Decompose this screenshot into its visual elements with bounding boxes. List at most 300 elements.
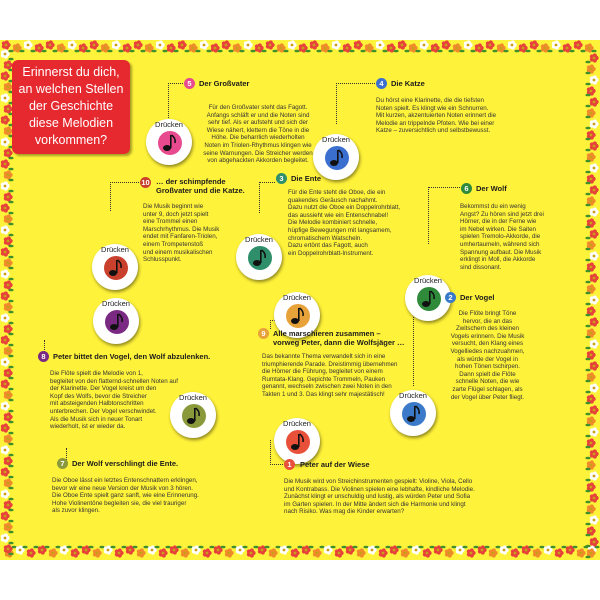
flower-petal (530, 44, 534, 48)
leaf (308, 546, 313, 549)
description-line: Als die Musik sich in neuer Tonart (50, 415, 143, 423)
flower-petal (288, 41, 292, 45)
flower-petal (590, 475, 594, 479)
leaf (30, 50, 35, 53)
flower-petal (7, 153, 11, 157)
flower-petal (587, 464, 591, 468)
flower-petal (4, 450, 8, 454)
flower-petal (4, 281, 8, 285)
flower-petal (173, 550, 177, 554)
flower-petal (4, 181, 8, 185)
flower-petal (590, 189, 594, 193)
flower-petal (533, 549, 537, 553)
leaf (585, 369, 590, 372)
flower-petal (4, 394, 8, 398)
flower-petal (587, 68, 591, 72)
flower-center (7, 218, 10, 221)
flower-petal (590, 86, 594, 90)
flower-petal (595, 540, 599, 544)
play-button-track-8[interactable] (93, 298, 139, 344)
flower-petal (4, 347, 8, 351)
flower-petal (112, 41, 116, 45)
leaf (8, 179, 13, 182)
flower-petal (219, 548, 223, 552)
flower-petal (203, 45, 207, 49)
leaf (261, 50, 266, 53)
flower-petal (439, 548, 443, 552)
flower-petal (592, 375, 596, 379)
flower-petal (558, 553, 562, 557)
flower-petal (9, 283, 13, 287)
flower-petal (371, 545, 375, 549)
flower-petal (459, 545, 463, 549)
flower-center (593, 145, 596, 148)
flower-petal (593, 537, 597, 541)
flower-petal (590, 245, 594, 249)
flower-center (489, 44, 492, 47)
flower-petal (1, 248, 5, 252)
flower-petal (266, 41, 270, 45)
flower-petal (467, 40, 471, 44)
flower-petal (595, 78, 599, 82)
flower-petal (272, 553, 276, 557)
flower-petal (579, 43, 583, 47)
flower-petal (590, 130, 594, 134)
flower-petal (437, 545, 441, 549)
flower-petal (587, 508, 591, 512)
flower-petal (172, 46, 176, 50)
flower-petal (593, 300, 597, 304)
flower-petal (43, 548, 47, 552)
play-button-track-3[interactable] (236, 234, 282, 280)
flower-center (593, 277, 596, 280)
flower-petal (9, 437, 13, 441)
flower-petal (7, 329, 11, 333)
flower-petal (593, 344, 597, 348)
flower-petal (4, 296, 8, 300)
flower-petal (590, 252, 594, 256)
flower-petal (277, 47, 281, 51)
flower-petal (544, 546, 548, 550)
flower-petal (181, 40, 185, 44)
flower-petal (296, 551, 300, 555)
flower-center (590, 420, 593, 423)
flower-petal (4, 98, 8, 102)
flower-petal (368, 546, 372, 550)
leaf (594, 546, 599, 549)
flower-petal (184, 553, 188, 557)
flower-center (437, 549, 440, 552)
leaf (585, 347, 590, 350)
leaf (8, 300, 13, 303)
flower-center (593, 321, 596, 324)
flower-petal (93, 40, 97, 44)
flower-petal (1, 534, 5, 538)
description-line: zarte Flügel schlagen, als (452, 385, 523, 393)
flower-petal (16, 549, 20, 553)
flower-petal (206, 548, 210, 552)
flower-petal (263, 548, 267, 552)
flower-petal (6, 492, 10, 496)
flower-petal (96, 548, 100, 552)
flower-petal (587, 87, 591, 91)
leaf (8, 487, 13, 490)
track-title (156, 177, 246, 195)
flower-petal (197, 548, 201, 552)
flower-center (448, 552, 451, 555)
flower-petal (393, 545, 397, 549)
leaf (591, 50, 596, 53)
leaf (99, 546, 104, 549)
flower-petal (390, 43, 394, 47)
flower-petal (79, 44, 83, 48)
leaf (8, 311, 13, 314)
flower-petal (593, 212, 597, 216)
flower-petal (1, 97, 5, 101)
flower-petal (453, 47, 457, 51)
flower-petal (327, 545, 331, 549)
flower-center (4, 229, 7, 232)
flower-petal (186, 551, 190, 555)
flower-petal (7, 373, 11, 377)
flower-center (5, 44, 8, 47)
flower-center (7, 416, 10, 419)
flower-petal (360, 548, 364, 552)
flower-petal (162, 548, 166, 552)
flower-petal (1, 226, 5, 230)
flower-petal (593, 317, 597, 321)
leaf (585, 512, 590, 515)
leaf (44, 546, 49, 549)
flower-petal (104, 48, 108, 52)
flower-petal (4, 494, 8, 498)
flower-petal (590, 362, 594, 366)
description-line: spielen Tremolo-Akkorde, die (460, 233, 541, 241)
flower-center (590, 398, 593, 401)
flower-petal (489, 549, 493, 553)
flower-petal (478, 48, 482, 52)
flower-petal (423, 45, 427, 49)
flower-petal (519, 44, 523, 48)
flower-petal (472, 551, 476, 555)
flower-petal (4, 516, 8, 520)
flower-petal (272, 548, 276, 552)
leaf (96, 50, 101, 53)
track-number-badge: 1 (284, 459, 295, 470)
leaf (220, 546, 225, 549)
flower-petal (593, 168, 597, 172)
flower-petal (316, 553, 320, 557)
flower-petal (258, 43, 262, 47)
flower-petal (293, 43, 297, 47)
flower-petal (1, 468, 5, 472)
flower-petal (41, 550, 45, 554)
flower-petal (214, 549, 218, 553)
leaf (585, 424, 590, 427)
flower-petal (595, 100, 599, 104)
flower-petal (96, 553, 100, 557)
flower-petal (261, 545, 265, 549)
flower-petal (291, 549, 295, 553)
flower-petal (494, 551, 498, 555)
flower-petal (592, 419, 596, 423)
flower-petal (181, 45, 185, 49)
flower-petal (4, 193, 8, 197)
flower-petal (6, 514, 10, 518)
flower-petal (577, 549, 581, 553)
flower-petal (587, 285, 591, 289)
flower-petal (566, 546, 570, 550)
description-line: Zwitschern des kleinen (456, 325, 519, 333)
flower-petal (5, 45, 9, 49)
flower-petal (38, 549, 42, 553)
flower-center (203, 44, 206, 47)
description-line: Noten spielt. Es klingt wie ein Schnurren. (376, 104, 489, 112)
flower-center (7, 504, 10, 507)
leaf (85, 50, 90, 53)
flower-center (126, 47, 129, 50)
press-label: Drücken (414, 276, 442, 285)
flower-petal (142, 551, 146, 555)
flower-petal (346, 546, 350, 550)
flower-petal (332, 41, 336, 45)
leaf (162, 50, 167, 53)
flower-petal (590, 431, 594, 435)
flower-petal (35, 44, 39, 48)
flower-petal (522, 546, 526, 550)
flower-petal (442, 44, 446, 48)
flower-petal (7, 549, 11, 553)
flower-petal (71, 552, 75, 556)
flower-petal (140, 548, 144, 552)
track-title-line: vorweg Peter, dann die Wolfsjäger … (273, 338, 405, 347)
track-number-badge: 3 (276, 173, 287, 184)
flower-petal (340, 551, 344, 555)
flower-center (4, 251, 7, 254)
flower-petal (7, 395, 11, 399)
flower-petal (379, 45, 383, 49)
flower-petal (4, 379, 8, 383)
flower-center (434, 47, 437, 50)
flower-petal (577, 552, 581, 556)
flower-petal (1, 75, 5, 79)
flower-petal (595, 144, 599, 148)
flower-petal (4, 357, 8, 361)
flower-petal (359, 43, 363, 47)
leaf (374, 546, 379, 549)
flower-petal (595, 364, 599, 368)
flower-petal (38, 546, 42, 550)
flower-petal (590, 299, 594, 303)
description-line: Die Flöte spielt die Melodie von 1, (50, 370, 143, 377)
flower-petal (283, 545, 287, 549)
flower-petal (368, 48, 372, 52)
description-line: seine Warnungen. Die Streicher werden (203, 149, 313, 157)
flower-petal (4, 482, 8, 486)
flower-petal (587, 65, 591, 69)
leaf (8, 223, 13, 226)
leaf (330, 546, 335, 549)
flower-center (514, 552, 517, 555)
leaf (470, 50, 475, 53)
flower-petal (162, 553, 166, 557)
flower-petal (503, 545, 507, 549)
leaf (231, 546, 236, 549)
flower-petal (415, 550, 419, 554)
flower-petal (458, 46, 462, 50)
leaf (316, 50, 321, 53)
flower-petal (159, 552, 163, 556)
flower-petal (104, 546, 108, 550)
flower-petal (4, 460, 8, 464)
flower-petal (60, 549, 64, 553)
flower-petal (1, 270, 5, 274)
flower-petal (590, 233, 594, 237)
leaf (118, 50, 123, 53)
flower-petal (365, 44, 369, 48)
flower-petal (310, 41, 314, 45)
flower-petal (230, 551, 234, 555)
flower-petal (9, 547, 13, 551)
description-line: Hohe Violinentöne begleiten sie, die viel trauriger (52, 499, 187, 507)
flower-center (4, 493, 7, 496)
flower-petal (514, 548, 518, 552)
flower-petal (6, 52, 10, 56)
flower-petal (7, 390, 11, 394)
flower-petal (590, 223, 594, 227)
flower-petal (587, 175, 591, 179)
flower-petal (592, 331, 596, 335)
leaf (19, 50, 24, 53)
flower-center (590, 310, 593, 313)
leaf (585, 94, 590, 97)
flower-petal (4, 230, 8, 234)
description-line: Mit kurzen, akzentuierten Noten erinnert die (376, 112, 497, 120)
flower-petal (4, 545, 8, 549)
flower-petal (593, 515, 597, 519)
flower-center (7, 284, 10, 287)
leaf (228, 50, 233, 53)
flower-petal (431, 44, 435, 48)
flower-center (590, 222, 593, 225)
flower-petal (590, 267, 594, 271)
flower-center (217, 549, 220, 552)
flower-petal (544, 43, 548, 47)
flower-center (590, 200, 593, 203)
flower-petal (7, 219, 11, 223)
flower-petal (406, 551, 410, 555)
flower-petal (354, 41, 358, 45)
flower-petal (145, 44, 149, 48)
flower-center (305, 549, 308, 552)
flower-petal (595, 166, 599, 170)
flower-petal (6, 74, 10, 78)
description-line: Anfangs schläft er und die Noten sind (206, 111, 310, 119)
description-line: der Klarinette. Der Vogel kreist um den (50, 385, 157, 393)
flower-petal (492, 553, 496, 557)
flower-center (459, 549, 462, 552)
flower-petal (109, 548, 113, 552)
flower-petal (541, 44, 545, 48)
flower-center (7, 548, 10, 551)
flower-petal (549, 548, 553, 552)
flower-petal (1, 119, 5, 123)
flower-petal (4, 174, 8, 178)
leaf (8, 498, 13, 501)
flower-center (536, 552, 539, 555)
flower-petal (593, 295, 597, 299)
press-label: Drücken (322, 135, 350, 144)
flower-petal (346, 43, 350, 47)
leaf (8, 476, 13, 479)
leaf (121, 546, 126, 549)
flower-petal (321, 44, 325, 48)
press-label: Drücken (283, 419, 311, 428)
description-line: Vogelliedes nachzuahmen, (450, 347, 525, 355)
flower-petal (4, 335, 8, 339)
leaf (55, 546, 60, 549)
flower-petal (324, 549, 328, 553)
track-title-line: Alle marschieren zusammen – (273, 329, 381, 338)
flower-petal (4, 548, 8, 552)
flower-petal (587, 417, 591, 421)
description-line: genannt, wechseln zwischen zwei Noten in den (262, 383, 392, 391)
flower-petal (1, 317, 5, 321)
flower-petal (214, 546, 218, 550)
flower-petal (387, 44, 391, 48)
flower-petal (4, 438, 8, 442)
description-line: Spannung aufbaut. Die Musik (460, 248, 542, 256)
flower-petal (4, 479, 8, 483)
play-button-track-1[interactable] (274, 418, 320, 464)
leaf (360, 50, 365, 53)
play-button-track-10[interactable] (92, 244, 138, 290)
flower-petal (590, 167, 594, 171)
flower-petal (360, 553, 364, 557)
flower-petal (508, 41, 512, 45)
flower-petal (513, 43, 517, 47)
flower-petal (382, 548, 386, 552)
flower-petal (18, 46, 22, 50)
flower-petal (590, 416, 594, 420)
flower-petal (271, 43, 275, 47)
flower-petal (216, 46, 220, 50)
flower-center (250, 552, 253, 555)
flower-petal (313, 549, 317, 553)
flower-petal (1, 273, 5, 277)
flower-petal (481, 550, 485, 554)
flower-center (590, 354, 593, 357)
flower-petal (260, 46, 264, 50)
flower-petal (546, 46, 550, 50)
flower-petal (593, 273, 597, 277)
flower-center (247, 44, 250, 47)
intro-question-box (12, 60, 130, 154)
flower-petal (590, 548, 594, 552)
description-line: Die Melodie kombiniert schnelle, (288, 219, 378, 227)
flower-petal (590, 531, 594, 535)
flower-center (7, 372, 10, 375)
flower-petal (52, 553, 56, 557)
flower-center (4, 449, 7, 452)
flower-petal (456, 549, 460, 553)
flower-petal (450, 551, 454, 555)
flower-petal (4, 384, 8, 388)
flower-center (481, 549, 484, 552)
track-number-badge: 4 (376, 78, 387, 89)
flower-petal (587, 483, 591, 487)
flower-petal (592, 441, 596, 445)
